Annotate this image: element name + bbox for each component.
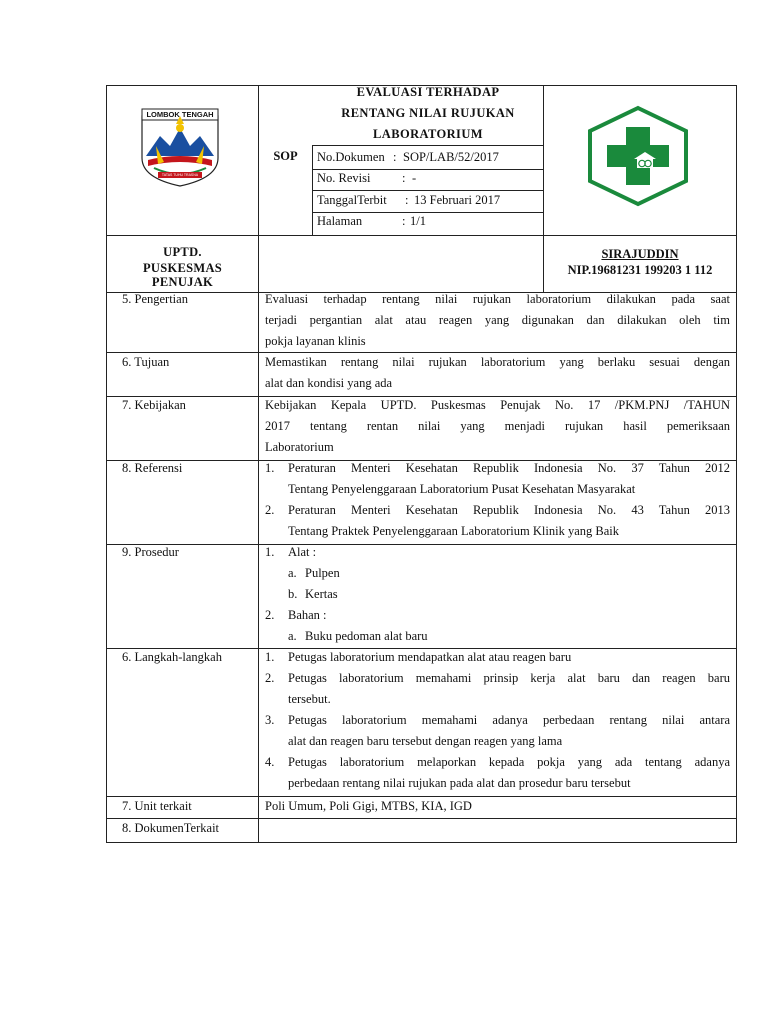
langkah-item: tersebut. <box>288 692 331 706</box>
langkah-item: Petugas laboratorium melaporkan kepada pokja yang ada tentang adanya <box>288 755 730 769</box>
list-number: 1. <box>265 545 275 559</box>
sop-label: SOP <box>273 149 298 163</box>
langkah-item: perbedaan rentang nilai rujukan pada alat dan prosedur baru tersebut <box>288 776 631 790</box>
org-name-line-2: PUSKESMAS <box>142 261 223 275</box>
table-border-bottom <box>106 842 737 843</box>
meta-label-page: Halaman <box>317 214 363 228</box>
list-number: 1. <box>265 461 275 475</box>
list-letter: b. <box>288 587 298 601</box>
signer-name: SIRAJUDDIN <box>601 247 679 261</box>
meta-value-page: 1/1 <box>410 214 426 228</box>
list-number: 3. <box>265 713 275 727</box>
org-name-line-3: PENUJAK <box>151 275 214 289</box>
meta-separator: : <box>402 214 406 228</box>
section-label-tujuan: 6. Tujuan <box>122 355 170 369</box>
header-divider <box>106 235 737 236</box>
langkah-item: Petugas laboratorium memahami adanya perbedaan rentang nilai antara <box>288 713 730 727</box>
meta-value-revision: - <box>412 171 417 185</box>
prosedur-alat-item: Kertas <box>305 587 338 601</box>
prosedur-alat-heading: Alat : <box>288 545 317 559</box>
lombok-tengah-logo <box>136 106 224 188</box>
logo-motto-text: TATAS TUHU TRASNA <box>161 173 199 177</box>
meta-separator: : <box>402 171 406 185</box>
pengertian-line: terjadi pergantian alat atau reagen yang digunakan dan dilakukan oleh tim <box>265 313 730 327</box>
document-title-line-1: EVALUASI TERHADAP <box>356 85 500 99</box>
list-number: 1. <box>265 650 275 664</box>
meta-label-issue-date: TanggalTerbit <box>317 193 387 207</box>
tujuan-line: Memastikan rentang nilai rujukan laboratorium yang berlaku sesuai dengan <box>265 355 730 369</box>
section-label-prosedur: 9. Prosedur <box>122 545 179 559</box>
logo-banner-text: LOMBOK TENGAH <box>146 110 214 119</box>
section-label-unit: 7. Unit terkait <box>122 799 192 813</box>
table-border-left <box>106 85 107 843</box>
unit-terkait-value: Poli Umum, Poli Gigi, MTBS, KIA, IGD <box>265 799 472 813</box>
meta-label-document-number: No.Dokumen <box>317 150 385 164</box>
section-label-dokumen: 8. DokumenTerkait <box>122 821 220 835</box>
header-divider <box>312 145 543 146</box>
meta-value-document-number: SOP/LAB/52/2017 <box>403 150 499 164</box>
signer-nip: NIP.19681231 199203 1 112 <box>567 263 713 277</box>
list-letter: a. <box>288 629 297 643</box>
org-name-line-1: UPTD. <box>163 245 202 259</box>
langkah-item: Petugas laboratorium mendapatkan alat atau reagen baru <box>288 650 572 664</box>
kebijakan-line: Kebijakan Kepala UPTD. Puskesmas Penujak No. 17 /PKM.PNJ /TAHUN <box>265 398 730 412</box>
list-letter: a. <box>288 566 297 580</box>
referensi-item: Tentang Penyelenggaraan Laboratorium Pusat Kesehatan Masyarakat <box>288 482 636 496</box>
header-divider <box>258 85 259 292</box>
meta-separator: : <box>405 193 409 207</box>
langkah-item: Petugas laboratorium memahami prinsip kerja alat baru dan reagen baru <box>288 671 730 685</box>
row-divider <box>106 544 737 545</box>
meta-value-issue-date: 13 Februari 2017 <box>414 193 501 207</box>
list-number: 2. <box>265 503 275 517</box>
section-label-kebijakan: 7. Kebijakan <box>122 398 186 412</box>
list-number: 2. <box>265 671 275 685</box>
prosedur-bahan-heading: Bahan : <box>288 608 327 622</box>
kebijakan-line: 2017 tentang rentan nilai yang menjadi rujukan hasil pemeriksaan <box>265 419 730 433</box>
pengertian-line: Evaluasi terhadap rentang nilai rujukan laboratorium dilakukan pada saat <box>265 292 730 306</box>
meta-label-revision: No. Revisi <box>317 171 371 185</box>
section-label-pengertian: 5. Pengertian <box>122 292 188 306</box>
section-label-langkah: 6. Langkah-langkah <box>122 650 222 664</box>
table-border-right <box>736 85 737 843</box>
meta-separator: : <box>393 150 397 164</box>
tujuan-line: alat dan kondisi yang ada <box>265 376 393 390</box>
referensi-item: Peraturan Menteri Kesehatan Republik Indonesia No. 37 Tahun 2012 <box>288 461 730 475</box>
referensi-item: Tentang Praktek Penyelenggaraan Laboratorium Klinik yang Baik <box>288 524 619 538</box>
prosedur-alat-item: Pulpen <box>305 566 340 580</box>
document-title-line-2: RENTANG NILAI RUJUKAN <box>341 106 515 120</box>
section-label-referensi: 8. Referensi <box>122 461 183 475</box>
prosedur-bahan-item: Buku pedoman alat baru <box>305 629 428 643</box>
referensi-item: Peraturan Menteri Kesehatan Republik Indonesia No. 43 Tahun 2013 <box>288 503 730 517</box>
list-number: 4. <box>265 755 275 769</box>
kebijakan-line: Laboratorium <box>265 440 334 454</box>
list-number: 2. <box>265 608 275 622</box>
langkah-item: alat dan reagen baru tersebut dengan reagen yang lama <box>288 734 563 748</box>
body-divider <box>258 292 259 843</box>
document-title-line-3: LABORATORIUM <box>373 127 483 141</box>
pengertian-line: pokja layanan klinis <box>265 334 366 348</box>
puskesmas-logo <box>585 105 691 207</box>
